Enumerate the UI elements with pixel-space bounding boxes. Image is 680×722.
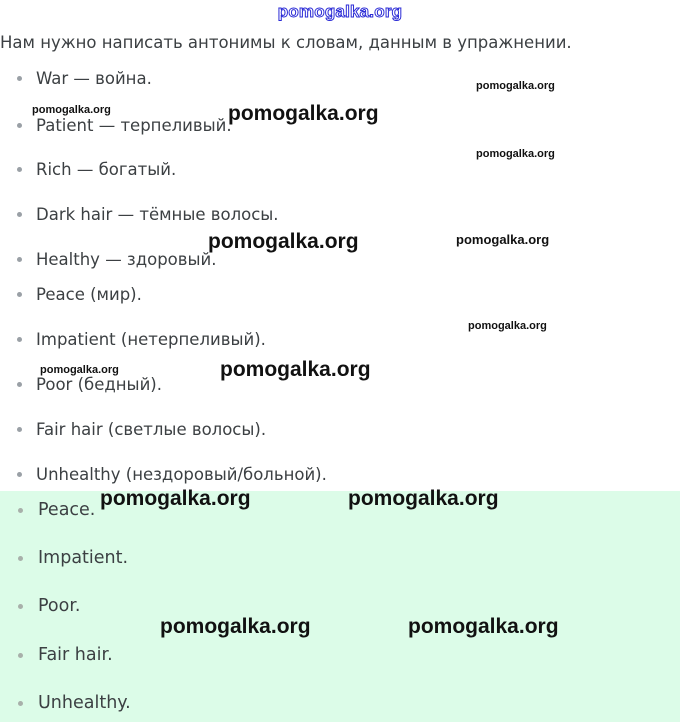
bullet-icon — [17, 212, 22, 217]
answer-item: Peace. — [0, 498, 95, 522]
watermark: pomogalka.org — [160, 615, 311, 638]
answers-panel — [0, 491, 680, 722]
bullet-icon — [17, 257, 22, 262]
watermark: pomogalka.org — [100, 487, 251, 510]
watermark: pomogalka.org — [40, 364, 119, 376]
bullet-icon — [18, 604, 23, 609]
watermark: pomogalka.org — [468, 320, 547, 332]
bullet-icon — [18, 556, 23, 561]
list-item: Poor (бедный). — [0, 372, 162, 396]
bullet-icon — [17, 123, 22, 128]
answer-item: Impatient. — [0, 546, 128, 570]
bullet-icon — [17, 167, 22, 172]
answer-item: Poor. — [0, 594, 81, 618]
bullet-icon — [18, 653, 23, 658]
site-header: pomogalka.org — [277, 2, 403, 21]
list-item: Unhealthy (нездоровый/больной). — [0, 462, 327, 486]
watermark: pomogalka.org — [32, 104, 111, 116]
list-item: Dark hair — тёмные волосы. — [0, 202, 279, 226]
watermark: pomogalka.org — [476, 148, 555, 160]
bullet-icon — [18, 701, 23, 706]
watermark: pomogalka.org — [220, 358, 371, 381]
bullet-icon — [17, 427, 22, 432]
watermark: pomogalka.org — [208, 230, 359, 253]
answer-item: Fair hair. — [0, 643, 113, 667]
bullet-icon — [18, 508, 23, 513]
watermark: pomogalka.org — [348, 487, 499, 510]
bullet-icon — [17, 472, 22, 477]
list-item: War — война. — [0, 66, 152, 90]
bullet-icon — [17, 76, 22, 81]
list-item: Patient — терпеливый. — [0, 113, 232, 137]
list-item: Rich — богатый. — [0, 157, 176, 181]
list-item: Impatient (нетерпеливый). — [0, 327, 266, 351]
watermark: pomogalka.org — [408, 615, 559, 638]
intro-text: Нам нужно написать антонимы к словам, данным в упражнении. — [0, 33, 572, 52]
watermark: pomogalka.org — [456, 232, 550, 247]
watermark: pomogalka.org — [476, 80, 555, 92]
bullet-icon — [17, 337, 22, 342]
list-item: Healthy — здоровый. — [0, 247, 217, 271]
list-item: Peace (мир). — [0, 282, 142, 306]
answer-item: Unhealthy. — [0, 691, 131, 715]
bullet-icon — [17, 292, 22, 297]
bullet-icon — [17, 382, 22, 387]
watermark: pomogalka.org — [228, 102, 379, 125]
list-item: Fair hair (светлые волосы). — [0, 417, 266, 441]
